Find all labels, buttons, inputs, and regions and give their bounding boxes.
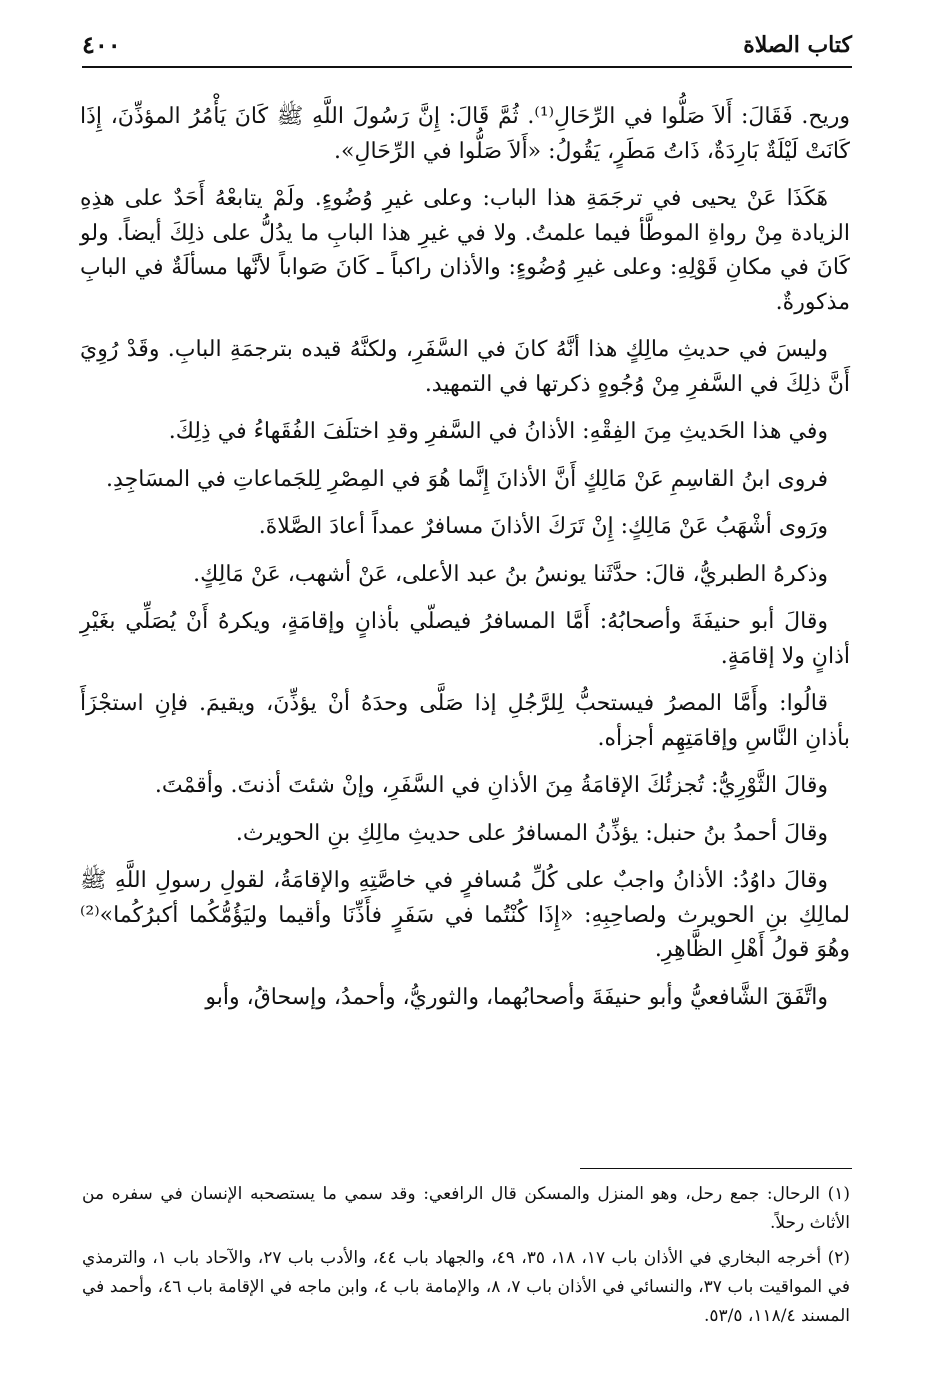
footnotes	[82, 1180, 850, 1337]
page-number: ٤٠٠	[82, 30, 121, 59]
paragraph: وقالَ الثَّوْرِيُّ: تُجزئُكَ الإقامَةُ مِنَ الأذانِ في السَّفَرِ، وإنْ شئتَ أذنتَ. وأقمْتَ.	[154, 773, 828, 798]
header-rule	[82, 66, 852, 68]
paragraph: واتَّفَقَ الشَّافعيُّ وأبو حنيفَةَ وأصحابُهما، والثوريُّ، وأحمدُ، وإسحاقُ، وأبو	[205, 984, 828, 1010]
footnote-separator	[580, 1168, 852, 1169]
footnote-1: (١) الرحال: جمع رحل، وهو المنزل والمسكن قال الرافعي: وقد سمي ما يستصحبه الإنسان في سفره من الأثاث رحلاً.	[82, 1184, 850, 1233]
paragraph: وذكرهُ الطبريُّ، قالَ: حدَّثَنا يونسُ بنُ عبد الأعلى، عَنْ أشهب، عَنْ مَالِكٍ.	[193, 561, 828, 587]
footnote-2: (٢) أخرجه البخاري في الأذان باب ١٧، ١٨، ٣٥، ٤٩، والجهاد باب ٤٤، والأدب باب ٢٧، والآحاد باب ١، والترمذي في المواقيت باب ٣٧، والنسائي في الأذان باب ٧، ٨، والإمامة باب ٤، وابن ماجه في الإقامة باب ٤٦، وأحمد في المسند ١١٨/٤، ٥٣/٥.	[82, 1248, 851, 1326]
paragraph: وقالَ داوُدُ: الأذانُ واجبٌ على كُلِّ مُسافرٍ في خاصَّتِهِ والإقامَةُ، لقولِ رسولِ اللَّهِ ﷺ لمالِكِ بنِ الحويرث ولصاحِبِهِ: «إِذَا كُنْتُما في سَفَرٍ فأَذِّنَا وأقيما وليَؤُمُّكُما أكبرُكُما»⁽²⁾ وهُوَ قولُ أَهْلِ الظَّاهِرِ.	[80, 868, 850, 962]
paragraph: وقالَ أبو حنيفَةَ وأصحابُهُ: أَمَّا المسافرُ فيصلّي بأذانٍ وإقامَةٍ، ويكرهُ أَنْ يُصَلِّي بغَيْرِ أذانٍ ولا إقامَةٍ.	[80, 609, 850, 669]
chapter-title: كتاب الصلاة	[743, 32, 852, 58]
paragraph: وليسَ في حديثِ مالِكٍ هذا أنَّهُ كانَ في السَّفَرِ، ولكنَّهُ قيده بترجمَةِ البابِ. وقَدْ رُوِيَ أَنَّ ذلِكَ في السَّفرِ مِنْ وُجُوهٍ ذكرتها في التمهيد.	[80, 337, 850, 397]
running-header	[82, 30, 852, 70]
paragraph: وريح. فَقَالَ: أَلاَ صَلُّوا في الرِّحَالِ⁽¹⁾. ثُمَّ قَالَ: إِنَّ رَسُولَ اللَّهِ ﷺ كَانَ يَأْمُرُ المؤذِّنَ، إِذَا كَانَتْ لَيْلَةٌ بَارِدَةٌ، ذَاتُ مَطَرٍ، يَقُولُ: «أَلاَ صَلُّوا في الرِّحَالِ».	[80, 104, 850, 164]
paragraph: هَكَذَا عَنْ يحيى في ترجَمَةِ هذا الباب: وعلى غيرِ وُضُوءٍ. ولَمْ يتابعْهُ أَحَدٌ على هذِهِ الزيادة مِنْ رواةِ الموطَّأ فيما علمتُ. ولا في غيرِ هذا البابِ ما يدُلُّ على ذلِكَ أيضاً. ولو كَانَ في مكانِ قَوْلِهِ: وعلى غيرِ وُضُوءٍ: والأذان راكباً ـ كَانَ صَواباً لأنَّها مسألَةٌ في البابِ مذكورةٌ.	[80, 186, 850, 315]
paragraph: ورَوى أشْهَبُ عَنْ مَالِكٍ: إِنْ تَرَكَ الأذانَ مسافرٌ عمداً أعادَ الصَّلاةَ.	[258, 514, 828, 539]
paragraph: وقالَ أحمدُ بنُ حنبل: يؤذِّنُ المسافرُ على حديثِ مالِكِ بنِ الحويرث.	[235, 820, 828, 846]
paragraph: قالُوا: وأَمَّا المصرُ فيستحبُّ لِلرَّجُلِ إذا صَلَّى وحدَهُ أنْ يؤذِّنَ، ويقيمَ. فإنِ استجْزَأَ بأذانِ النَّاسِ وإقامَتِهِم أجزأه.	[80, 691, 850, 751]
paragraph: فروى ابنُ القاسِمِ عَنْ مَالِكٍ أَنَّ الأذانَ إِنَّما هُوَ في المِصْرِ لِلجَماعاتِ في المسَاجِدِ.	[106, 466, 828, 492]
main-text	[80, 100, 850, 1028]
paragraph: وفي هذا الحَديثِ مِنَ الفِقْهِ: الأذانُ في السَّفرِ وقدِ اختلَفَ الفُقَهاءُ في ذِلِكَ.	[168, 419, 828, 444]
